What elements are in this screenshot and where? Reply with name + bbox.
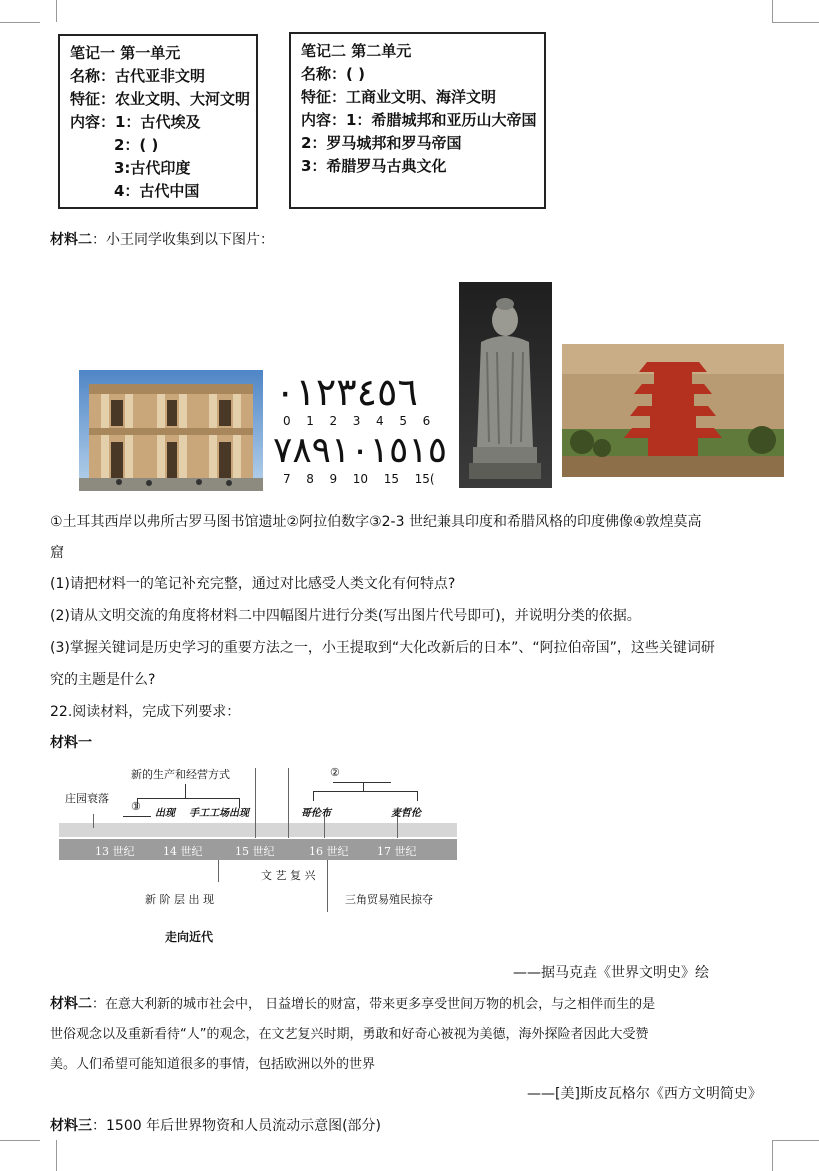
workshop-label: 手工工场出现 bbox=[189, 808, 249, 819]
renaissance-label: 文 艺 复 兴 bbox=[261, 869, 316, 882]
material-two-b-text-1: ：在意大利新的城市社会中， 日益增长的财富，带来更多享受世间万物的机会，与之相伴而生的是 bbox=[92, 997, 656, 1012]
note-one-content-2: 2：( ) bbox=[114, 136, 159, 154]
century-14-label: 14 世纪 bbox=[163, 845, 203, 858]
arabic-glyphs-row-1: ٠١٢٣٤٥٦ bbox=[275, 370, 418, 414]
corner-mark bbox=[772, 0, 791, 22]
question-2: (2)请从文明交流的角度将材料二中四幅图片进行分类(写出图片代号即可)，并说明分类的依据。 bbox=[50, 608, 641, 624]
columbus-label: 哥伦布 bbox=[301, 808, 331, 819]
material-two-intro bbox=[50, 229, 274, 249]
new-class-label: 新 阶 层 出 现 bbox=[145, 893, 214, 906]
corner-mark bbox=[772, 22, 819, 23]
material-two-b-line-3: 美。人们希望可能知道很多的事情，包括欧洲以外的世界 bbox=[50, 1057, 376, 1072]
note-two-feature: 特征：工商业文明、海洋文明 bbox=[301, 88, 497, 106]
century-17-label: 17 世纪 bbox=[377, 845, 417, 858]
timeline-tick bbox=[288, 768, 289, 838]
bracket-bar-2 bbox=[313, 791, 417, 792]
arabic-western-row-1: 0 1 2 3 4 5 6 bbox=[283, 414, 431, 428]
note-two-box bbox=[289, 32, 546, 209]
towards-modern-label: 走向近代 bbox=[165, 930, 214, 944]
appear-label: 出现 bbox=[155, 808, 175, 819]
picture-captions-line-1: ①土耳其西岸以弗所古罗马图书馆遗址②阿拉伯数字③2-3 世纪兼具印度和希腊风格的印度佛像④敦煌莫高 bbox=[50, 514, 702, 530]
material-one-source: ——据马克垚《世界文明史》绘 bbox=[513, 965, 709, 981]
blank-two-underline bbox=[333, 782, 391, 783]
magellan-label: 麦哲伦 bbox=[391, 808, 421, 819]
blank-one-marker: ① bbox=[131, 800, 141, 813]
corner-mark bbox=[0, 1140, 40, 1141]
note-two-name: 名称：( ) bbox=[301, 65, 365, 83]
material-three-text: ：1500 年后世界物资和人员流动示意图(部分) bbox=[92, 1118, 382, 1134]
bracket-stem bbox=[185, 784, 186, 798]
century-15-label: 15 世纪 bbox=[235, 845, 275, 858]
note-one-content-1: 内容：1：古代埃及 bbox=[70, 113, 201, 131]
note-two-title: 笔记二 第二单元 bbox=[301, 42, 412, 60]
question-3-line-1: (3)掌握关键词是历史学习的重要方法之一，小王提取到“大化改新后的日本”、“阿拉伯帝国”，这些关键词研 bbox=[50, 640, 715, 656]
timeline-drop bbox=[327, 860, 328, 912]
manor-decline-label: 庄园衰落 bbox=[65, 792, 109, 805]
century-13-label: 13 世纪 bbox=[95, 845, 135, 858]
note-two-content-3: 3：希腊罗马古典文化 bbox=[301, 157, 447, 175]
arabic-glyphs-row-2: ٧٨٩١٠١٥١٥ bbox=[273, 430, 448, 471]
note-two-content-2: 2：罗马城邦和罗马帝国 bbox=[301, 134, 462, 152]
arabic-western-row-2: 7 8 9 10 15 15( bbox=[283, 472, 435, 486]
material-two-text: ：小王同学收集到以下图片： bbox=[92, 232, 274, 248]
question-22-title: 22.阅读材料，完成下列要求： bbox=[50, 704, 241, 720]
note-two-content-1: 内容：1：希腊城邦和亚历山大帝国 bbox=[301, 111, 537, 129]
blank-one-underline bbox=[123, 816, 151, 817]
timeline-diagram bbox=[55, 760, 465, 950]
arabic-numerals-image bbox=[273, 370, 448, 488]
century-16-label: 16 世纪 bbox=[309, 845, 349, 858]
material-two-b-line-2: 世俗观念以及重新看待“人”的观念，在文艺复兴时期，勇敢和好奇心被视为美德，海外探险者因此大受赞 bbox=[50, 1027, 649, 1042]
gandhara-buddha-photo bbox=[459, 282, 552, 488]
material-three-intro bbox=[50, 1115, 381, 1135]
bracket-leg-2 bbox=[417, 791, 418, 801]
corner-mark bbox=[38, 1140, 57, 1171]
note-one-box bbox=[58, 34, 258, 209]
bracket-stem-2 bbox=[363, 783, 364, 791]
picture-captions-line-2: 窟 bbox=[50, 545, 64, 561]
note-one-content-3: 3:古代印度 bbox=[114, 159, 191, 177]
note-one-title: 笔记一 第一单元 bbox=[70, 44, 181, 62]
material-one-label: 材料一 bbox=[50, 735, 92, 751]
note-one-content-4: 4：古代中国 bbox=[114, 182, 200, 200]
timeline-tick bbox=[93, 814, 94, 828]
bracket-leg-2 bbox=[313, 791, 314, 801]
corner-mark bbox=[772, 1140, 819, 1141]
mogao-caves-photo bbox=[562, 344, 784, 477]
note-one-feature: 特征：农业文明、大河文明 bbox=[70, 90, 251, 108]
timeline-tick bbox=[255, 768, 256, 838]
timeline-drop bbox=[218, 860, 219, 882]
question-3-line-2: 究的主题是什么? bbox=[50, 672, 156, 688]
corner-mark bbox=[772, 1140, 791, 1171]
material-three-label: 材料三 bbox=[50, 1118, 92, 1134]
corner-mark bbox=[0, 22, 40, 23]
bracket-bar bbox=[137, 798, 239, 799]
celsus-library-photo bbox=[79, 370, 263, 491]
material-two-b-label: 材料二 bbox=[50, 996, 92, 1012]
material-two-b-source: ——[美]斯皮瓦格尔《西方文明简史》 bbox=[527, 1086, 762, 1102]
blank-two-marker: ② bbox=[330, 766, 340, 779]
material-two-label: 材料二 bbox=[50, 232, 92, 248]
triangle-trade-label: 三角贸易殖民掠夺 bbox=[345, 893, 433, 906]
new-production-label: 新的生产和经营方式 bbox=[131, 768, 230, 781]
question-1: (1)请把材料一的笔记补充完整，通过对比感受人类文化有何特点? bbox=[50, 576, 456, 592]
material-two-b-line-1 bbox=[50, 993, 655, 1013]
note-one-name: 名称：古代亚非文明 bbox=[70, 67, 206, 85]
corner-mark bbox=[38, 0, 57, 22]
